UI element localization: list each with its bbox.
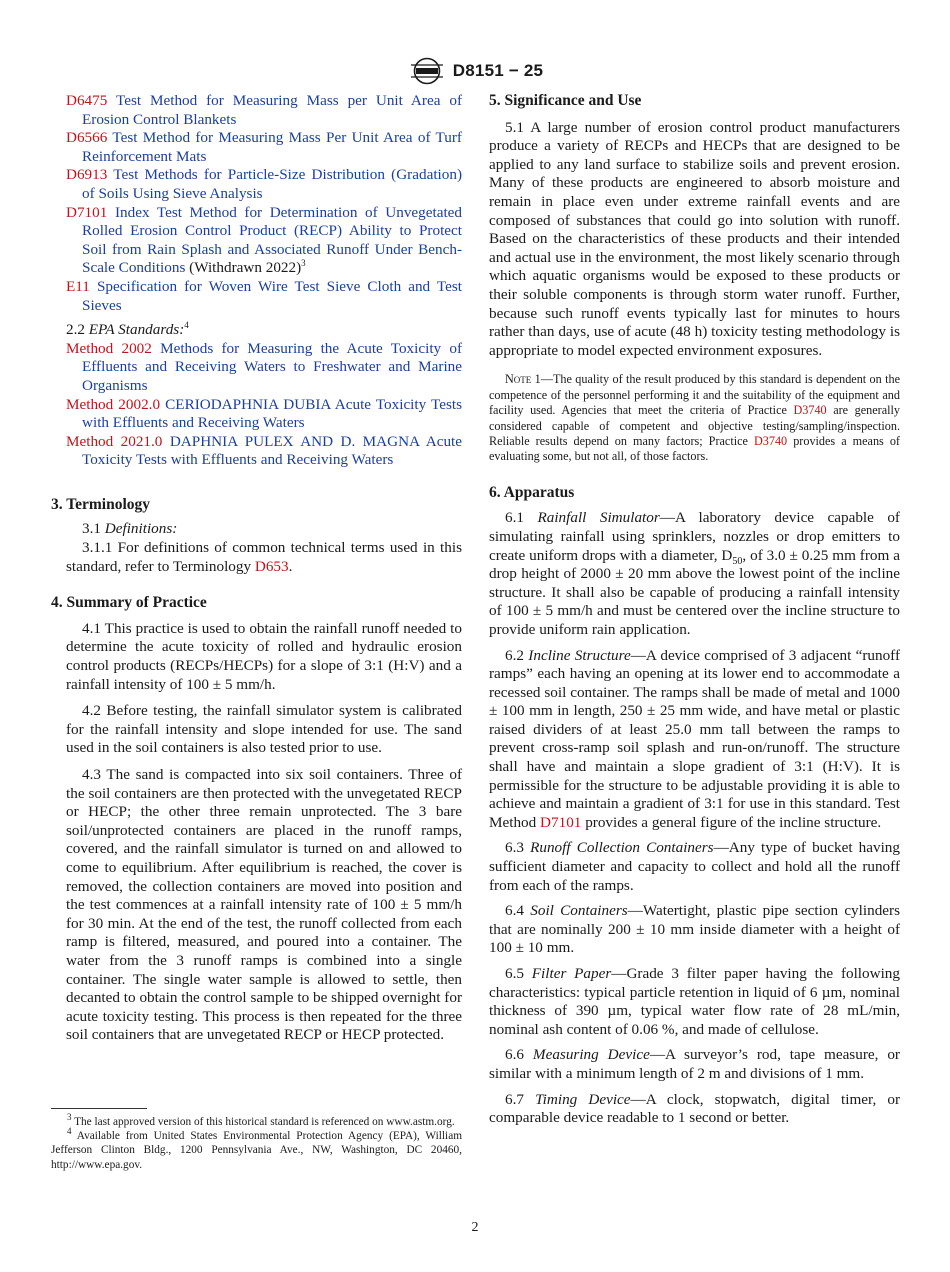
epa-heading-title: EPA Standards: [88,321,185,339]
paragraph-6-7: 6.7 Timing Device—A clock, stopwatch, digital timer, or comparable device readable to 1 second or better. [489,1090,901,1127]
section-heading-terminology: 3. Terminology [51,495,151,513]
method-title[interactable]: DAPHNIA PULEX AND D. MAGNA Acute Toxicity Tests with Effluents and Receiving Waters [82,432,463,469]
paragraph-5-1: 5.1 A large number of erosion control product manufacturers produce a variety of RECPs and HECPs that are designed to be applied to any land surface to stabilize soils and prevent erosion. Many of these products are engineered to absorb moisture and remain in place even under extreme rainfall events and are composed of substances that could go into solution with runoff. Based on the characteristics of these products and their intended and actual use in the environment, the most likely scenario through which aquatic organisms would be exposed to these products or their soluble components is through storm water runoff. Further, because such runoff events typically last for minutes to hours rather than days, use of acute (48 h) toxicity testing methodology is appropriate to model expected environment exposures. [489,118,900,359]
footnote-divider [51,1108,147,1109]
reference-link[interactable]: D6913 [66,166,108,184]
method-link[interactable]: Method 2021.0 [66,432,163,450]
footnote-ref: 4 [184,320,189,331]
epa-method-2002 [66,340,462,396]
reference-d7101 [66,204,462,278]
reference-d6566 [66,129,462,166]
method-link[interactable]: Method 2002 [66,339,152,357]
left-column [51,92,463,1171]
practice-link[interactable]: D3740 [753,433,788,448]
document-designation: D8151 − 25 [452,61,544,80]
reference-title[interactable]: Test Method for Measuring Mass per Unit Area of Erosion Control Blankets [82,92,462,128]
reference-link[interactable]: D7101 [66,203,108,221]
reference-e11 [66,278,462,315]
reference-title[interactable]: Test Methods for Particle-Size Distribution (Gradation) of Soils Using Sieve Analysis [82,166,462,202]
terminology-link[interactable]: D653 [254,557,289,575]
practice-link[interactable]: D3740 [793,403,827,418]
section-heading-significance: 5. Significance and Use [489,92,642,109]
test-method-link[interactable]: D7101 [540,813,582,831]
page-number: 2 [471,1220,479,1235]
footnote-4: $^4$ Available from United States Environmental Protection Agency (EPA), William Jefferson Clinton Bldg., 1200 Pennsylvania Ave., NW, Washington, DC 20460, http://www.epa.gov. [51,1126,462,1171]
method-title[interactable]: CERIODAPHNIA DUBIA Acute Toxicity Tests with Effluents and Receiving Waters [82,395,463,432]
right-column [489,92,900,1128]
reference-link[interactable]: D6566 [66,129,108,147]
epa-method-2021-0 [66,433,462,470]
reference-link[interactable]: D6475 [66,92,108,109]
astm-logo-icon [407,57,447,85]
note-1: Note 1—The quality of the result produced by this standard is dependent on the competence of the personnel performing it and the suitability of the equipment and facility used. Agencies that meet the criteria of Practice D3740 are generally considered capable of competent and objective testing/sampling/inspection. Reliable results depend on many factors; Practice D3740 provides a means of evaluating some, but not all, of those factors. [489,372,901,464]
reference-title[interactable]: Test Method for Measuring Mass Per Unit Area of Turf Reinforcement Mats [82,129,462,165]
paragraph-6-6: 6.6 Measuring Device—A surveyor’s rod, tape measure, or similar with a minimum length of 2 m and divisions of 1 mm. [489,1046,900,1082]
reference-link[interactable]: E11 [66,277,90,295]
note-label: Note 1 [505,372,541,387]
page-header [0,56,950,86]
paragraph-3-1-1: 3.1.1 For definitions of common technical terms used in this standard, refer to Terminology D653. [66,539,462,575]
paragraph-6-4: 6.4 Soil Containers—Watertight, plastic pipe section cylinders that are nominally 200 ± 10 mm inside diameter with a height of 100 ± 10 mm. [489,902,900,957]
withdrawn-note: (Withdrawn 2022) [185,259,302,277]
epa-standards-heading: 2.2 EPA Standards:$^4$ [66,320,189,339]
section-heading-apparatus: 6. Apparatus [489,483,575,501]
paragraph-6-1: 6.1 Rainfall Simulator—A laboratory device capable of simulating rainfall using sprinklers, nozzles or drop emitters to create uniform drops with a diameter, $D_{50}$, of 3.0 ± 0.25 mm from a drop height of 2000 ± 20 mm above the lowest point of the incline structure. It shall also be capable of producing a rainfall intensity of 100 ± 5 mm/h and must be centered over the incline structure to provide uniform rain application. [489,509,900,638]
paragraph-6-5: 6.5 Filter Paper—Grade 3 filter paper having the following characteristics: typical particle retention in liquid of 6 µm, nominal thickness of 390 µm, typical water flow rate of 28 mL/min, nominal ash content of 0.06 %, and made of cellulose. [489,965,900,1038]
paragraph-3-1: 3.1 Definitions: [82,520,178,538]
reference-d6475 [66,92,462,129]
footnotes [51,1108,462,1172]
paragraph-4-2: 4.2 Before testing, the rainfall simulator system is calibrated for the rainfall intensity and slope intended for use. The sand used in the soil containers is also tested prior to use. [66,702,462,757]
method-title[interactable]: Methods for Measuring the Acute Toxicity of Effluents and Receiving Waters to Freshwater and Marine Organisms [82,339,463,394]
method-link[interactable]: Method 2002.0 [66,395,161,413]
reference-title[interactable]: Index Test Method for Determination of Unvegetated Rolled Erosion Control Product (RECP) Ability to Protect Soil from Rain Splash and Associated Runoff Under Bench-Scale Conditions [82,203,463,277]
section-heading-summary: 4. Summary of Practice [51,594,207,612]
reference-d6913 [66,166,462,203]
paragraph-4-3: 4.3 The sand is compacted into six soil containers. Three of the soil containers are then protected with the unvegetated RECP or HECP; the other three remain unprotected. The 3 bare soil/unprotected containers are placed in the runoff ramps, covered, and the rainfall simulator is turned on and allowed to come to equilibrium. After equilibrium is reached, the cover is removed, the collection containers are moved into position and the test commences at a rainfall intensity rate of 100 ± 5 mm/h for 30 min. At the end of the test, the runoff collected from each ramp is filtered, measured, and poured into a container. The water from the 3 runoff ramps is combined into a single container. The single water sample is allowed to settle, then decanted to obtain the control sample to be shipped overnight for acute toxicity testing. This process is then repeated for the three soil containers that are unvegetated RECP or HECP protected. [66,766,462,1044]
footnote-3: $^3$ The last approved version of this historical standard is referenced on www.astm.org. [67,1112,455,1128]
paragraph-6-2: 6.2 Incline Structure—A device comprised of 3 adjacent “runoff ramps” each having an opening at its lower end to accommodate a recessed soil container. The ramps shall be made of metal and 1000 ± 100 mm in length, 250 ± 25 mm wide, and have metal or plastic raised dividers of at least 25.0 mm tall between the ramps to prevent cross-ramp soil splash and run-on/runoff. The structure shall have and maintain a slope gradient of 3:1 (H:V). It is permissible for the structure to be adjustable providing it is able to achieve and maintain a gradient of 3:1 for use in this standard. Test Method D7101 provides a general figure of the incline structure. [489,646,901,831]
reference-title[interactable]: Specification for Woven Wire Test Sieve Cloth and Test Sieves [82,277,462,314]
epa-method-2002-0 [66,396,462,433]
paragraph-6-3: 6.3 Runoff Collection Containers—Any type of bucket having sufficient diameter and capacity to collect and hold all the runoff from each of the ramps. [489,839,900,894]
paragraph-4-1: 4.1 This practice is used to obtain the rainfall runoff needed to determine the acute toxicity of rolled and hydraulic erosion control products (RECPs/HECPs) for a slope of 3:1 (H:V) and a rainfall intensity of 100 ± 5 mm/h. [66,619,462,693]
footnote-ref: 3 [301,258,306,269]
